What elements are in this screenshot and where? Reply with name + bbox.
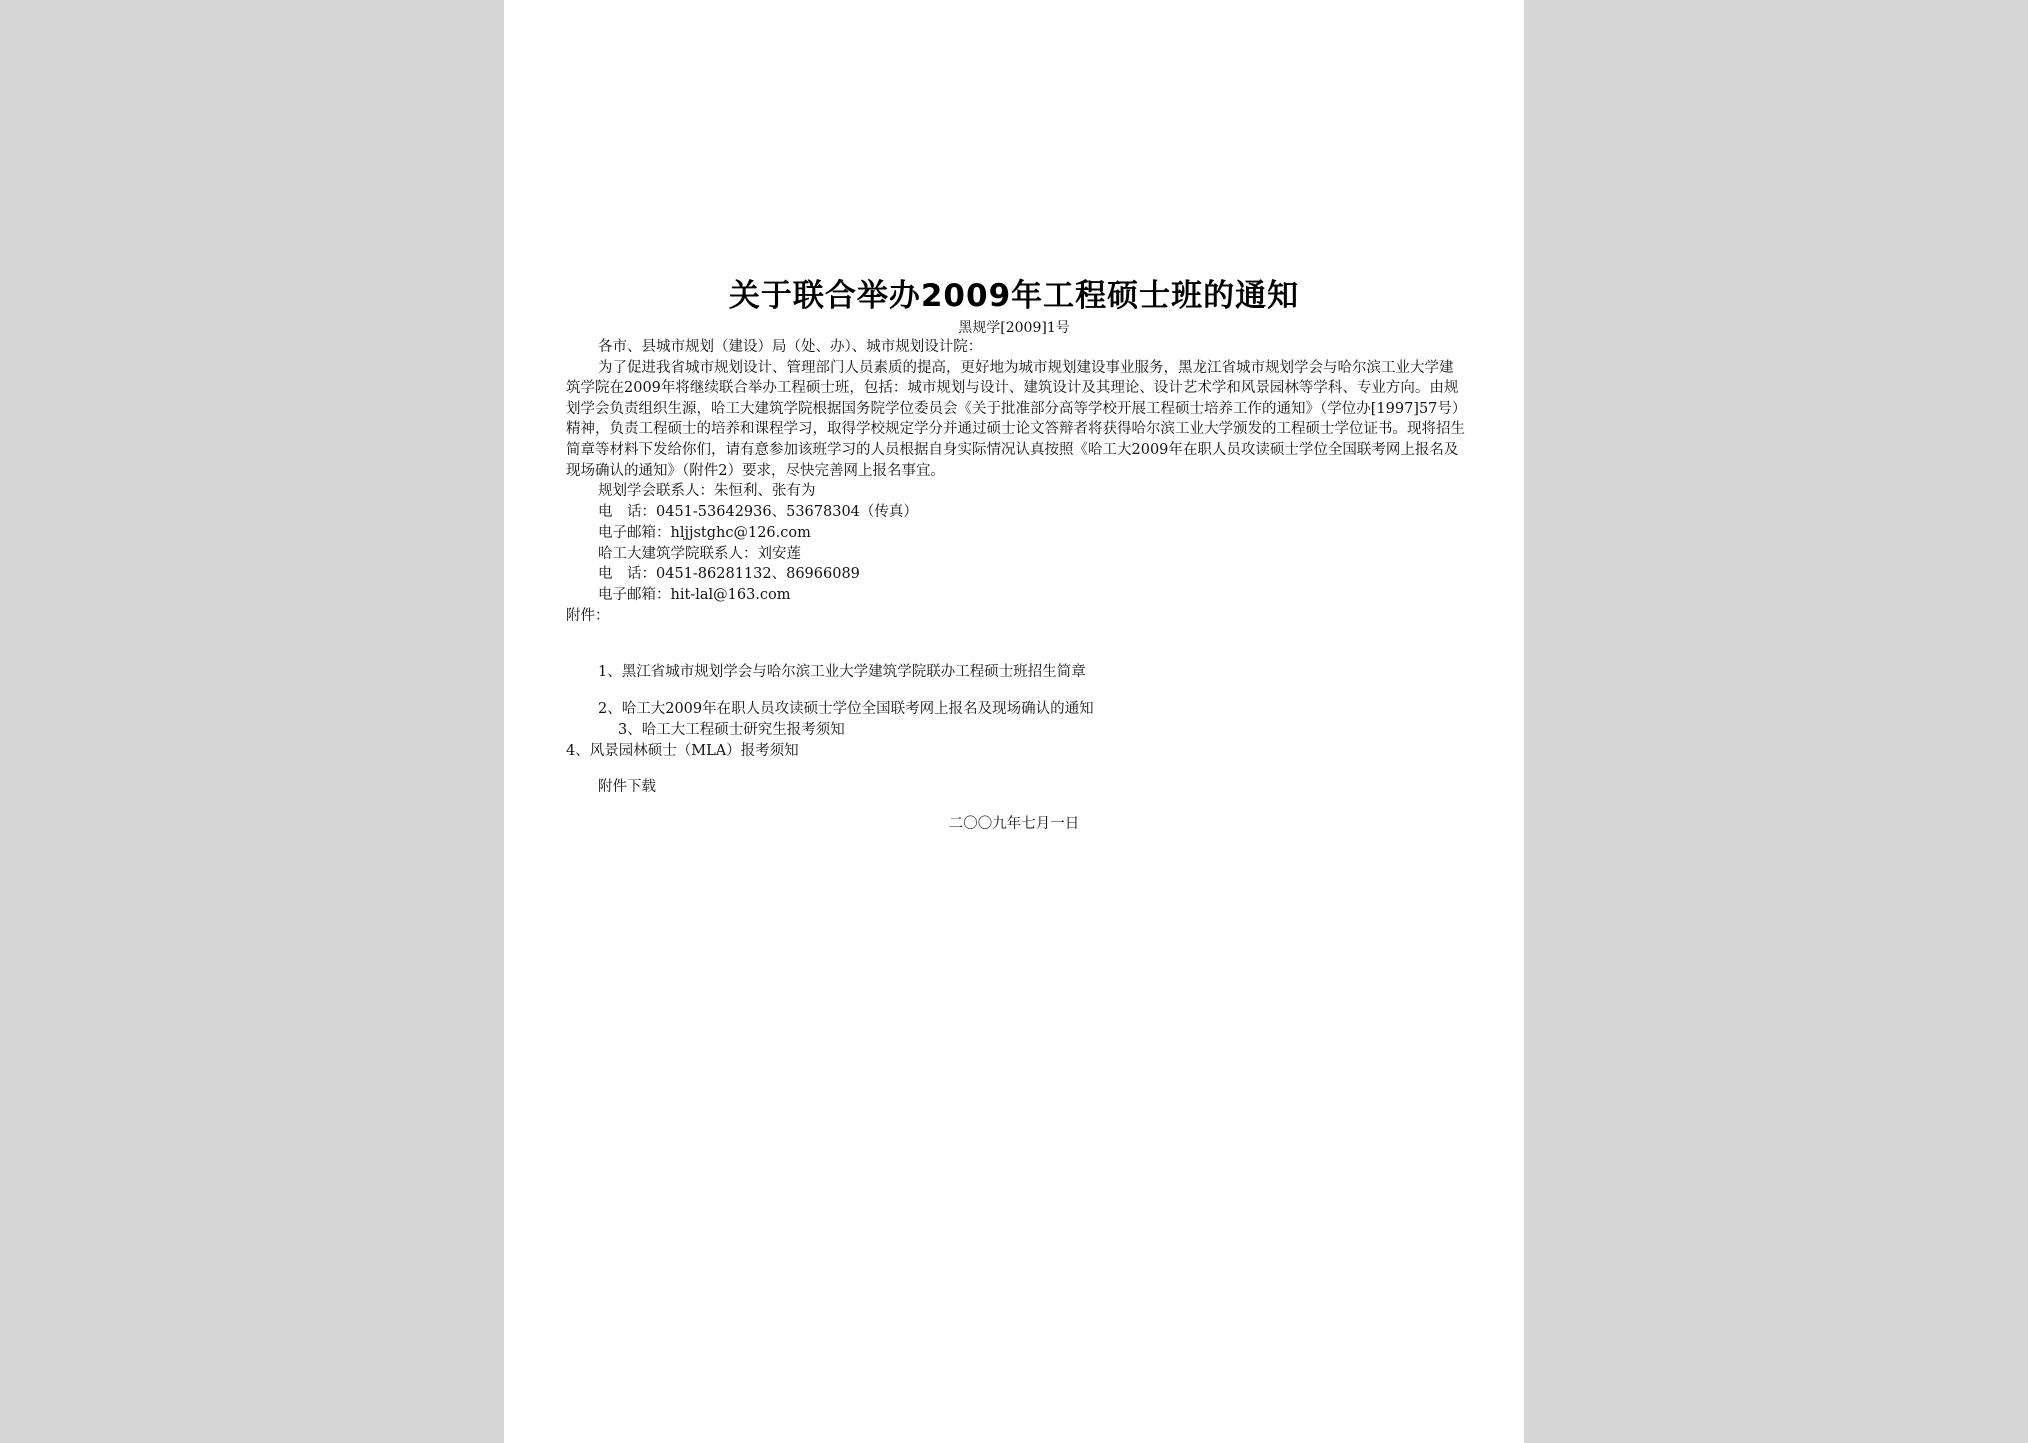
document-number: 黑规学[2009]1号 — [958, 320, 1070, 336]
attachments-heading: 附件： — [566, 607, 610, 624]
contact-line: 哈工大建筑学院联系人：刘安莲 — [598, 545, 801, 562]
document-body — [566, 337, 1466, 627]
body-paragraph: 为了促进我省城市规划设计、管理部门人员素质的提高，更好地为城市规划建设事业服务，黑龙江省城市规划学会与哈尔滨工业大学建筑学院在2009年将继续联合举办工程硕士班，包括：城市规划与设计、建筑设计及其理论、设计艺术学和风景园林等学科、专业方向。由规划学会负责组织生源，哈工大建筑学院根据国务院学位委员会《关于批准部分高等学校开展工程硕士培养工作的通知》（学位办[1997]57号）精神，负责工程硕士的培养和课程学习，取得学校规定学分并通过硕士论文答辩者将获得哈尔滨工业大学颁发的工程硕士学位证书。现将招生简章等材料下发给你们，请有意参加该班学习的人员根据自身实际情况认真按照《哈工大2009年在职人员攻读硕士学位全国联考网上报名及现场确认的通知》（附件2）要求，尽快完善网上报名事宜。 — [566, 359, 1465, 479]
attachment-item: 2、哈工大2009年在职人员攻读硕士学位全国联考网上报名及现场确认的通知 — [598, 701, 1094, 717]
attachment-item: 3、哈工大工程硕士研究生报考须知 — [618, 722, 845, 738]
contact-line: 规划学会联系人：朱恒利、张有为 — [598, 483, 816, 500]
document-date: 二〇〇九年七月一日 — [948, 816, 1080, 832]
salutation: 各市、县城市规划（建设）局（处、办）、城市规划设计院： — [598, 339, 983, 355]
attachment-item: 4、风景园林硕士（MLA）报考须知 — [566, 743, 799, 759]
document-title: 关于联合举办2009年工程硕士班的通知 — [728, 278, 1300, 314]
contact-line: 电 话：0451-53642936、53678304（传真） — [598, 503, 918, 520]
document-page — [504, 0, 1524, 1443]
contact-line: 电子邮箱：hit-lal@163.com — [598, 587, 791, 604]
contact-line: 电子邮箱：hljjstghc@126.com — [598, 524, 811, 541]
contact-line: 电 话：0451-86281132、86966089 — [598, 566, 860, 583]
attachment-download-link[interactable]: 附件下载 — [598, 779, 656, 795]
attachment-item: 1、黑江省城市规划学会与哈尔滨工业大学建筑学院联办工程硕士班招生简章 — [598, 664, 1086, 680]
